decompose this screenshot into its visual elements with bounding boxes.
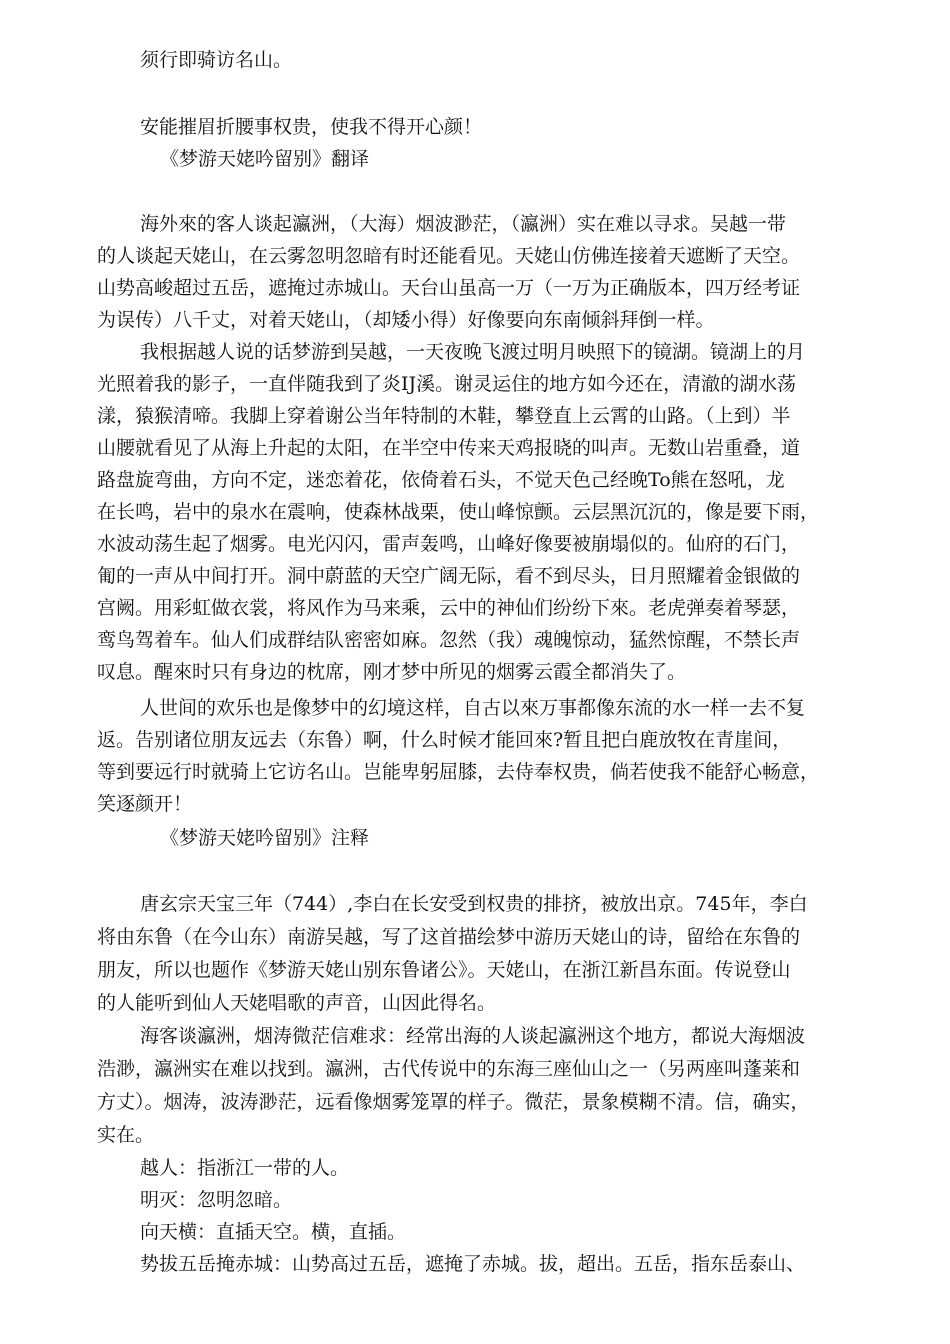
text-line: 朋友，所以也题作《梦游天姥山别东鲁诸公》。天姥山，在浙江新昌东面。传说登山 xyxy=(97,959,791,981)
poem-line: 须行即骑访名山。 xyxy=(140,49,293,71)
text-line: 我根据越人说的话梦游到吴越，一天夜晚飞渡过明月映照下的镜湖。镜湖上的月 xyxy=(140,341,806,363)
text-line: 鸾鸟驾着车。仙人们成群结队密密如麻。忽然（我）魂魄惊动，猛然惊醒，不禁长声 xyxy=(97,629,801,651)
text-line: 将由东鲁（在今山东）南游吴越，写了这首描绘梦中游历天姥山的诗，留给在东鲁的 xyxy=(97,926,801,948)
notes-heading: 《梦游天姥吟留别》注释 xyxy=(160,827,370,849)
text-line: 等到要远行时就骑上它访名山。岂能卑躬屈膝，去侍奉权贵，倘若使我不能舒心畅意， xyxy=(97,761,820,783)
text-line: 的人谈起天姥山，在云雾忽明忽暗有时还能看见。天姥山仿佛连接着天遮断了天空。 xyxy=(97,245,801,267)
text-line: 在长鸣，岩中的泉水在震响，使森林战栗，使山峰惊颤。云层黑沉沉的，像是要下雨， xyxy=(97,501,820,523)
text-line: 光照着我的影子，一直伴随我到了炎IJ溪。谢灵运住的地方如今还在，清澈的湖水荡 xyxy=(97,373,797,395)
text-line: 方丈）。烟涛，波涛渺茫，远看像烟雾笼罩的样子。微茫，景象模糊不清。信，确实， xyxy=(97,1091,810,1113)
text-line: 越人：指浙江一带的人。 xyxy=(140,1157,350,1179)
text-line: 明灭：忽明忽暗。 xyxy=(140,1189,293,1211)
text-line: 路盘旋弯曲，方向不定，迷恋着花，依倚着石头，不觉天色己经晚To熊在怒吼，龙 xyxy=(97,469,785,491)
text-line: 为误传）八千丈，对着天姥山，（却矮小得）好像要向东南倾斜拜倒一样。 xyxy=(97,309,715,331)
text-line: 山势高峻超过五岳，遮掩过赤城山。天台山虽高一万（一万为正确版本，四万经考证 xyxy=(97,277,801,299)
text-line: 水波动荡生起了烟雾。电光闪闪，雷声轰鸣，山峰好像要被崩塌似的。仙府的石门， xyxy=(97,533,801,555)
poem-line: 安能摧眉折腰事权贵，使我不得开心颜！ xyxy=(140,116,483,138)
text-line: 势拔五岳掩赤城：山势高过五岳，遮掩了赤城。拔，超出。五岳，指东岳泰山、 xyxy=(140,1253,806,1275)
text-line: 海客谈瀛洲，烟涛微茫信难求：经常出海的人谈起瀛洲这个地方，都说大海烟波 xyxy=(140,1025,806,1047)
translation-heading: 《梦游天姥吟留别》翻译 xyxy=(160,148,370,170)
text-line: 漾，猿猴清啼。我脚上穿着谢公当年特制的木鞋，攀登直上云霄的山路。（上到）半 xyxy=(97,405,791,427)
text-line: 实在。 xyxy=(97,1124,155,1146)
text-line: 人世间的欢乐也是像梦中的幻境这样，自古以來万事都像东流的水一样一去不复 xyxy=(140,697,806,719)
text-line: 叹息。醒來时只有身边的枕席，刚才梦中所见的烟雾云霞全都消失了。 xyxy=(97,661,687,683)
text-line: 的人能听到仙人天姥唱歌的声音，山因此得名。 xyxy=(97,992,497,1014)
text-line: 笑逐颜开！ xyxy=(97,793,193,815)
text-line: 浩渺，瀛洲实在难以找到。瀛洲，古代传说中的东海三座仙山之一（另两座叫蓬莱和 xyxy=(97,1058,801,1080)
text-line: 宫阙。用彩虹做衣裳，将风作为马来乘，云中的神仙们纷纷下來。老虎弹奏着琴瑟， xyxy=(97,597,801,619)
text-line: 海外來的客人谈起瀛洲，（大海）烟波渺茫，（瀛洲）实在难以寻求。吴越一带 xyxy=(140,213,787,235)
text-line: 向天横：直插天空。横，直插。 xyxy=(140,1221,407,1243)
text-line: 唐玄宗天宝三年（744）,李白在长安受到权贵的排挤，被放出京。745年，李白 xyxy=(140,893,808,915)
text-line: 山腰就看见了从海上升起的太阳，在半空中传来天鸡报晓的叫声。无数山岩重叠，道 xyxy=(97,437,801,459)
text-line: 匍的一声从中间打开。洞中蔚蓝的天空广阔无际，看不到尽头，日月照耀着金银做的 xyxy=(97,565,801,587)
text-line: 返。告别诸位朋友远去（东鲁）啊，什么时候才能回來?暂且把白鹿放牧在青崖间， xyxy=(97,729,792,751)
